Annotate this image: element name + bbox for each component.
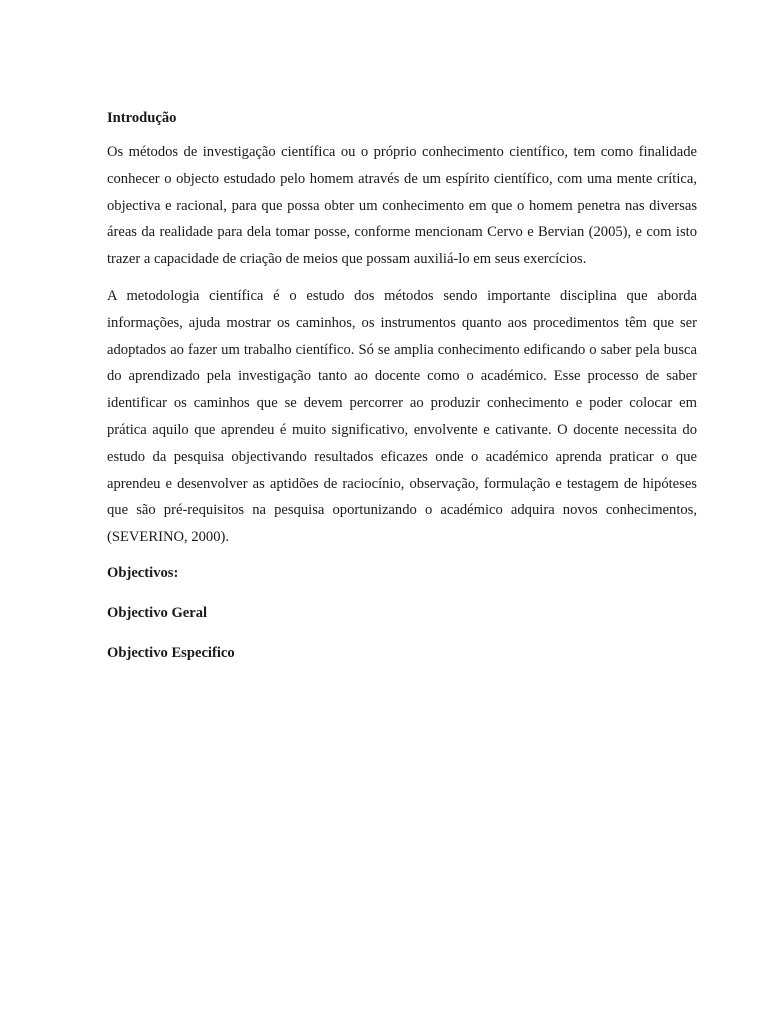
document-body <box>107 108 697 663</box>
paragraph-2: A metodologia científica é o estudo dos métodos sendo importante disciplina que aborda informações, ajuda mostrar os caminhos, os instrumentos quanto aos procedimentos têm que ser adoptados ao fazer um trabalho científico. Só se amplia conhecimento edificando o saber pela busca do aprendizado pela investigação tanto ao docente como o académico. Esse processo de saber identificar os caminhos que se devem percorrer ao produzir conhecimento e poder colocar em prática aquilo que aprendeu é muito significativo, envolvente e cativante. O docente necessita do estudo da pesquisa objectivando resultados eficazes onde o académico aprenda praticar o que aprendeu e desenvolver as aptidões de raciocínio, observação, formulação e testagem de hipóteses que são pré-requisitos na pesquisa oportunizando o académico adquira novos conhecimentos, (SEVERINO, 2000). <box>107 287 697 546</box>
section-title-introducao: Introdução <box>107 110 177 126</box>
heading-objectivo-especifico: Objectivo Especifico <box>107 644 235 661</box>
heading-objectivos: Objectivos: <box>107 564 179 581</box>
paragraph-1: Os métodos de investigação científica ou o próprio conhecimento científico, tem como finalidade conhecer o objecto estudado pelo homem através de um espírito científico, com uma mente crítica, objectiva e racional, para que possa obter um conhecimento em que o homem penetra nas diversas áreas da realidade para dela tomar posse, conforme mencionam Cervo e Bervian (2005), e com isto trazer a capacidade de criação de meios que possam auxiliá-lo em seus exercícios. <box>107 144 697 268</box>
heading-objectivo-geral: Objectivo Geral <box>107 604 208 621</box>
